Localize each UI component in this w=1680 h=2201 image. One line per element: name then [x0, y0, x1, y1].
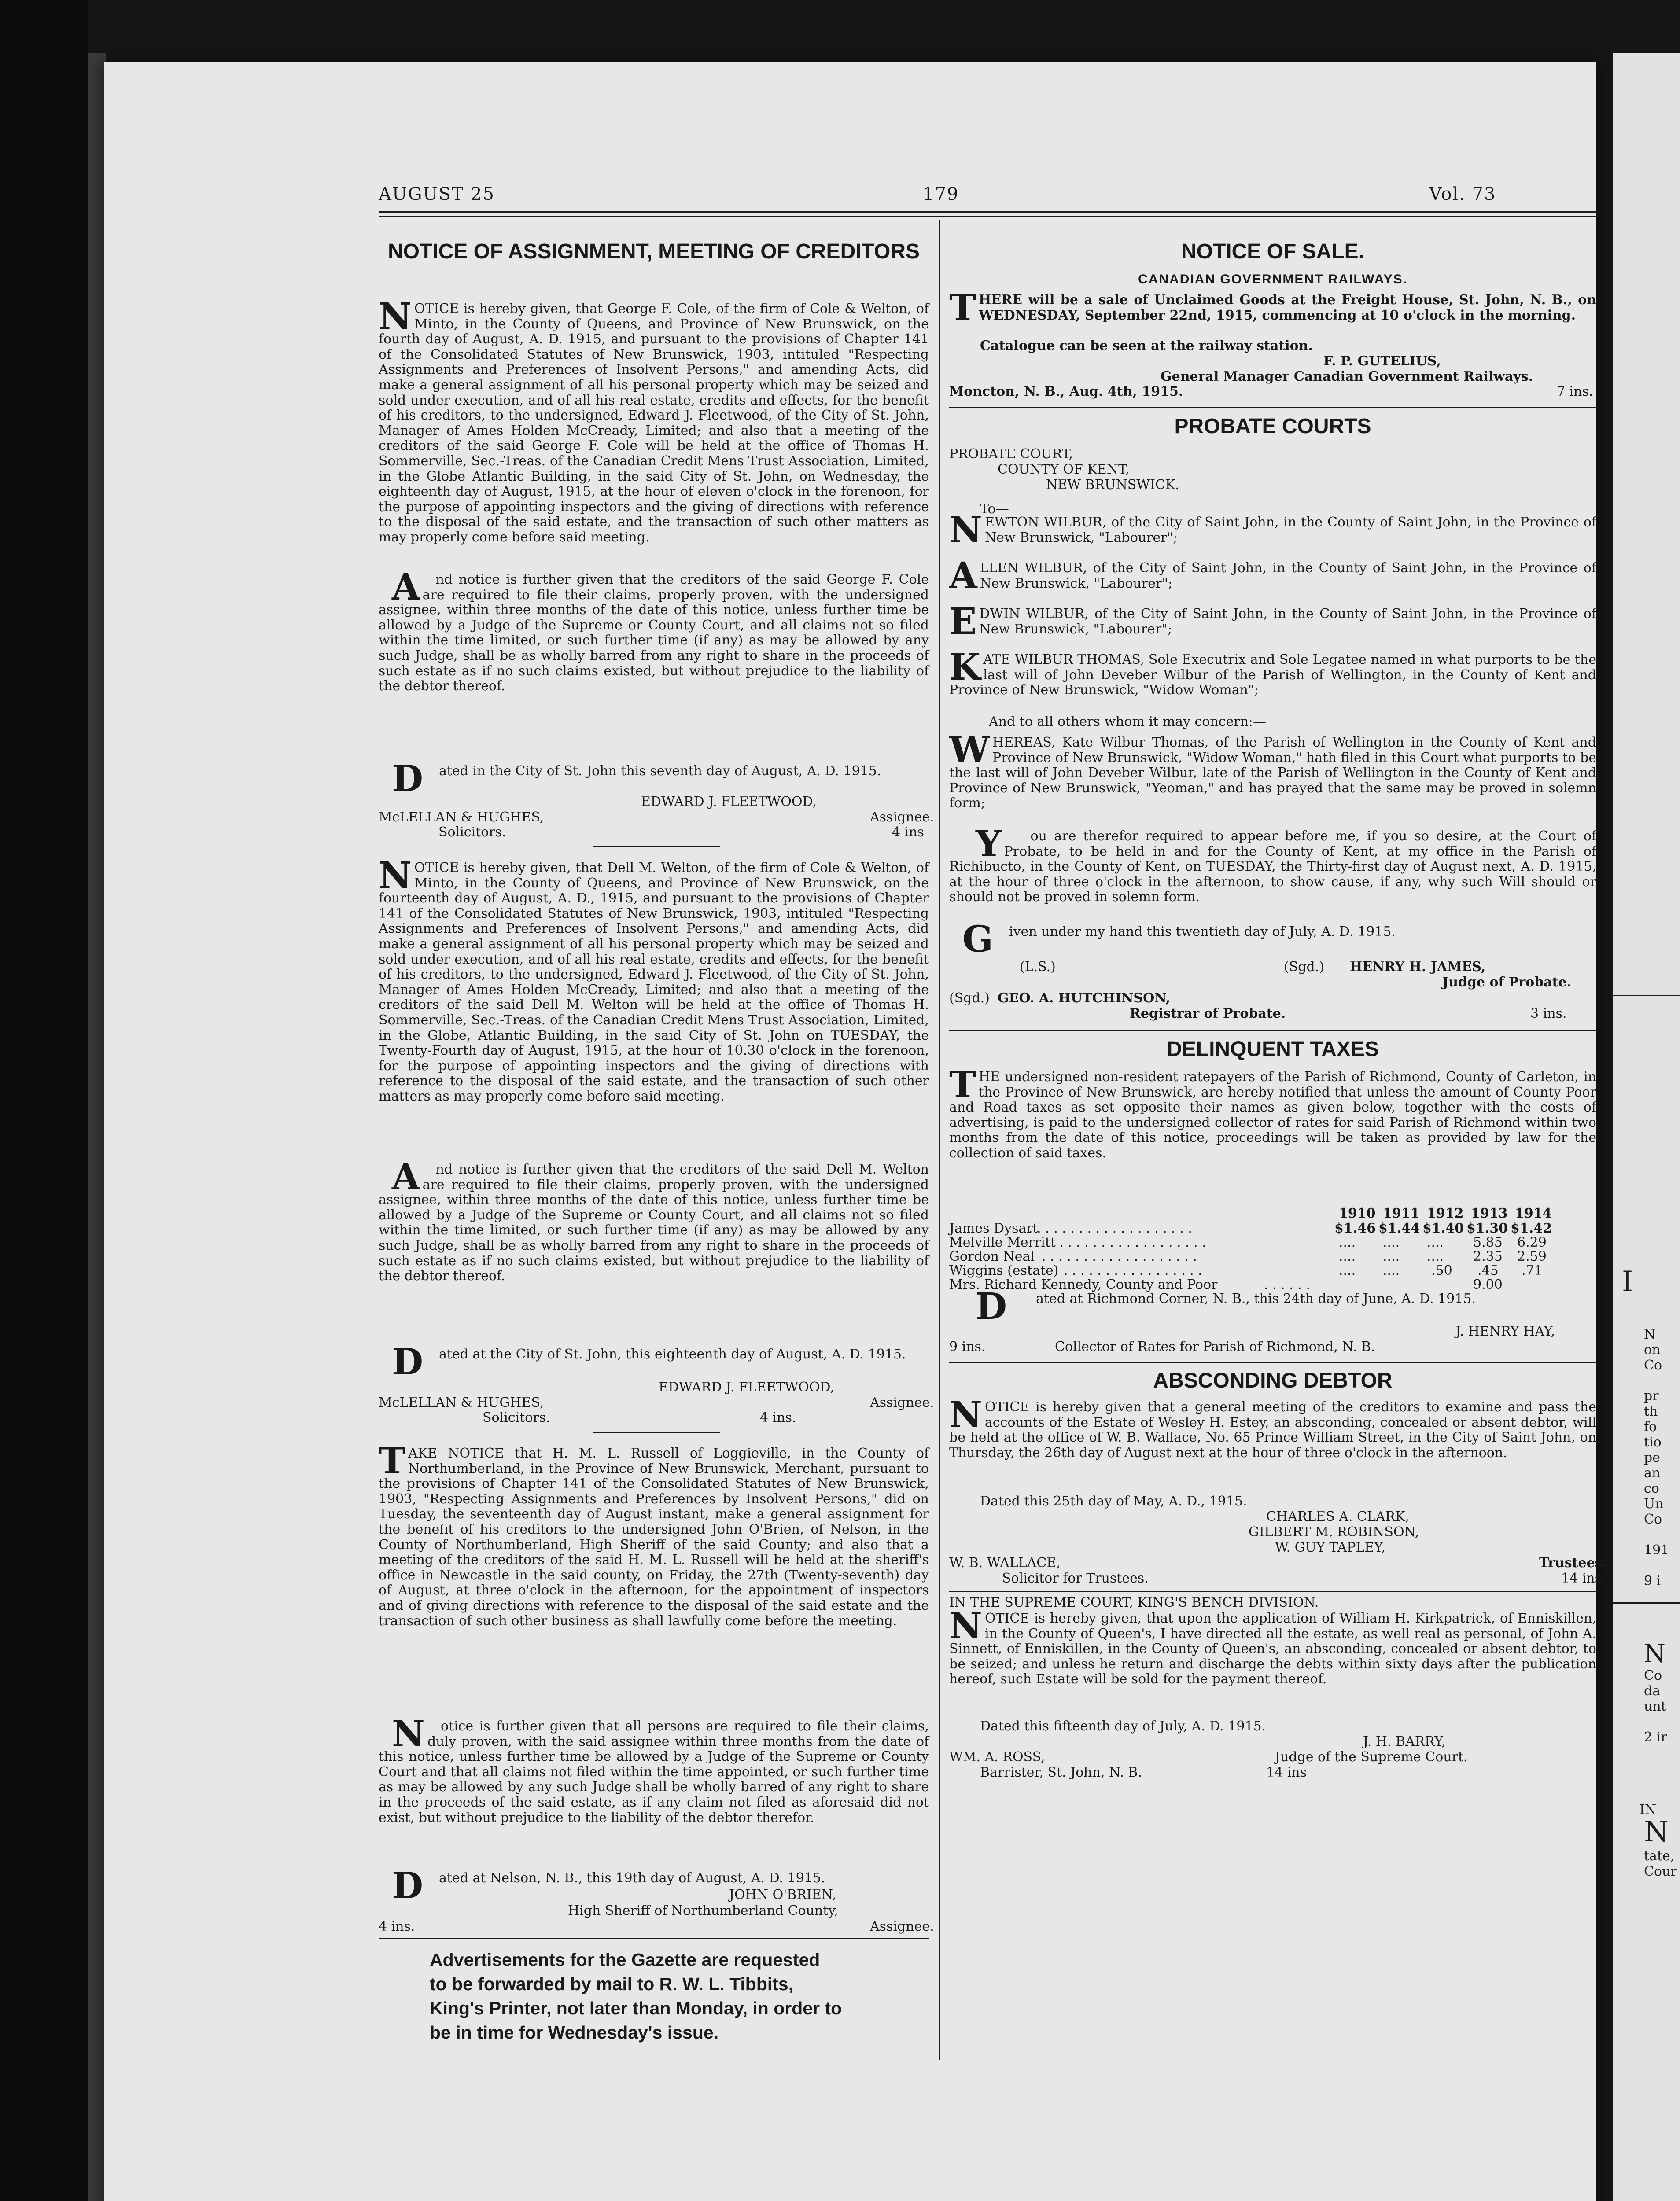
sale-body: THERE will be a sale of Unclaimed Goods at the Freight House, St. John, N. B., on WEDNESDAY, September 22nd, 1915, commencing at 10 o'clock in the morning.: [949, 287, 1596, 329]
tax-cell: .45: [1477, 1263, 1499, 1278]
probate-addressee: ALLEN WILBUR, of the City of Saint John, in the County of Saint John, in the Province of New Brunswick, "Labourer";: [949, 555, 1596, 597]
facing-page-fragment: tio: [1644, 1435, 1662, 1450]
probate-sgd: (Sgd.): [949, 990, 990, 1006]
russell-notice-dated: Dated at Nelson, N. B., this 19th day of August, A. D. 1915.: [392, 1865, 825, 1907]
facing-page-fragment: I: [1622, 1266, 1633, 1298]
volume-number: Vol. 73: [1429, 184, 1496, 204]
tax-leader: . . . . . . . . . . . . . . . . . .: [1059, 1235, 1206, 1250]
tax-cell: 2.35: [1473, 1249, 1503, 1264]
welton-notice-claims: And notice is further given that the creditors of the said Dell M. Welton are required to file their claims, properly proven, with the undersigned assignee, within three months of the date of this notice, unless further time be allowed by a Judge of the Supreme or County Court, and all claims not so filed within the time limited, or such further time (if any) as may be allowed by any such Judge, shall be as wholly barred from any right to share in the proceeds of such estate as if no such claims existed, but without prejudice to the liability of the debtor thereof.: [379, 1156, 929, 1284]
facing-page-fragment: N: [1644, 1327, 1656, 1342]
sale-title: NOTICE OF SALE.: [1181, 240, 1364, 263]
tax-cell: 5.85: [1473, 1235, 1503, 1250]
tax-cell: ....: [1339, 1235, 1356, 1250]
facing-page-fragment: da: [1644, 1683, 1661, 1699]
facing-page-fragment: co: [1644, 1481, 1659, 1496]
supreme-dated: Dated this fifteenth day of July, A. D. 1915.: [980, 1719, 1266, 1734]
absconding-title: ABSCONDING DEBTOR: [1153, 1369, 1393, 1392]
supreme-judge-title: Judge of the Supreme Court.: [1275, 1749, 1468, 1765]
tax-cell: $1.46: [1334, 1221, 1376, 1236]
facing-page-fragment: pe: [1644, 1450, 1660, 1465]
gazette-ad-line: Advertisements for the Gazette are requested: [430, 1950, 820, 1970]
probate-seal: (L.S.): [1020, 959, 1056, 975]
header-rule: [379, 211, 1598, 213]
probate-registrar: GEO. A. HUTCHINSON,: [998, 990, 1171, 1006]
probate-others: And to all others whom it may concern:—: [989, 714, 1267, 729]
separator-rule: [949, 1030, 1596, 1031]
sale-insertions: 7 ins.: [1557, 384, 1593, 399]
facing-page-fragment: an: [1644, 1465, 1661, 1481]
cole-notice-dated: Dated in the City of St. John this seventh day of August, A. D. 1915.: [392, 758, 881, 800]
absconding-solicitor: W. B. WALLACE,: [949, 1555, 1061, 1571]
column-divider: [939, 220, 940, 2060]
separator-rule: [949, 1362, 1596, 1363]
sale-subtitle: CANADIAN GOVERNMENT RAILWAYS.: [1138, 272, 1407, 287]
tax-year: 1912: [1427, 1206, 1464, 1221]
separator-rule: [949, 407, 1596, 408]
russell-signer-title: High Sheriff of Northumberland County,: [568, 1903, 838, 1918]
separator-rule: [593, 846, 720, 847]
probate-court-line: NEW BRUNSWICK.: [1046, 477, 1179, 493]
probate-court-line: PROBATE COURT,: [949, 446, 1073, 462]
tax-cell: ....: [1383, 1235, 1400, 1250]
gazette-ad: [430, 1948, 927, 2045]
tax-cell: ....: [1427, 1235, 1444, 1250]
probate-judge: HENRY H. JAMES,: [1350, 959, 1486, 975]
supreme-body: NOTICE is hereby given, that upon the application of William H. Kirkpatrick, of Enniskillen, in the County of Queen's, I have directed all the estate, as well real as personal, of John A. Sinnett, of Enniskillen, in the County of Queen's, an absconding, concealed or absent debtor, to be seized; and unless he return and discharge the debts within sixty days after the publication hereof, such Estate will be sold for the payment thereof.: [949, 1605, 1596, 1687]
tax-row-name: Gordon Neal: [949, 1249, 1035, 1264]
supreme-attorney: WM. A. ROSS,: [949, 1749, 1045, 1765]
probate-registrar-title: Registrar of Probate.: [1130, 1006, 1286, 1021]
separator-rule: [379, 1938, 929, 1939]
probate-required: You are therefor required to appear before me, if you so desire, at the Court of Probate, to be held in and for the County of Kent, at my office in the Parish of Richibucto, in the County of Kent, on TUESDAY, the Thirty-first day of August next, A. D. 1915, at the hour of three o'clock in the afternoon, to show cause, if any, why such Will should or should not be proved in solemn form.: [949, 823, 1596, 905]
welton-notice-body: NOTICE is hereby given, that Dell M. Welton, of the firm of Cole & Welton, of Minto, in the County of Queens, and Province of New Brunswick, on the fourteenth day of August, A. D., 1915, and pursuant to the provisions of Chapter 141 of the Consolidated Statutes of New Brunswick, 1903, intituled "Respecting Assignments and Preferences of Insolvent Persons," and amending Acts, did make a general assignment of all his personal property which may be seized and sold under execution, and of all his real estate, credits and effects, for the benefit of his creditors, to the undersigned, Edward J. Fleetwood, of the City of St. John, Manager of Ames Holden McCready, Limited; and also that a meeting of the creditors of the said Dell M. Welton will be held at the office of Thomas H. Sommerville, Sec.-Treas. of the Canadian Credit Mens Trust Association, Limited, in the Globe, Atlantic Building, in the said City of St. John on TUESDAY, the Twenty-Fourth day of August, 1915, at the hour of 10.30 o'clock in the forenoon, for the purpose of appointing inspectors and the giving of directions with reference to the disposal of the said estate, and the transaction of such other matters as may properly come before said meeting.: [379, 854, 929, 1104]
facing-page-fragment: 2 ir: [1644, 1730, 1667, 1745]
russell-notice-claims: Notice is further given that all persons are required to file their claims, duly proven, with the said assignee within three months from the date of this notice, unless further time be allowed by a Judge of the Supreme or County Court and that all claims not filed within the time appointed, or such further time as may be allowed by any such Judge shall be wholly barred of any right to share in the proceeds of the said estate, as if any claim not filed as aforesaid did not exist, but without prejudice to the liability of the debtor therefor.: [379, 1713, 929, 1826]
tax-row-name: Mrs. Richard Kennedy, County and Poor: [949, 1277, 1218, 1292]
facing-page-fragment: N: [1644, 1816, 1669, 1848]
sale-signer-title: General Manager Canadian Government Railways.: [1161, 369, 1533, 384]
gazette-ad-line: King's Printer, not later than Monday, in order to: [430, 1998, 842, 2018]
tax-cell: ....: [1383, 1249, 1400, 1264]
tax-cell: $1.30: [1466, 1221, 1508, 1236]
separator-rule: [1613, 1602, 1680, 1604]
tax-row-name: Melville Merritt: [949, 1235, 1056, 1250]
tax-leader: . . . . . . . . . . . . . . . . . . .: [1042, 1249, 1197, 1264]
welton-notice-dated: Dated at the City of St. John, this eighteenth day of August, A. D. 1915.: [392, 1341, 906, 1383]
tax-leader: . . . . . . . . . . . . . . . . .: [1064, 1263, 1202, 1278]
facing-page-fragment: Co: [1644, 1358, 1662, 1373]
cole-notice-body: NOTICE is hereby given, that George F. Cole, of the firm of Cole & Welton, of Minto, in the County of Queens, and Province of New Brunswick, on the fourth day of August, A. D. 1915, and pursuant to the provisions of Chapter 141 of the Consolidated Statutes of New Brunswick, 1903, intituled "Respecting Assignments and Preferences of Insolvent Persons," and amending Acts, did make a general assignment of all his personal property which may be seized and sold under execution, and of all his real estate, credits and effects, for the benefit of his creditors, to the undersigned, Edward J. Fleetwood, of the City of St. John, Manager of Ames Holden McCready, Limited; and also that a meeting of the creditors of the said George F. Cole will be held at the office of Thomas H. Sommerville, Sec.-Treas. of the Canadian Credit Mens Trust Association, Limited, in the Globe Atlantic Building, in the said City of St. John, on Wednesday, the eighteenth day of August, 1915, at the hour of eleven o'clock in the forenoon, for the purpose of appointing inspectors and the giving of directions with reference to the disposal of the said estate, and the transaction of such other matters as may properly come before said meeting.: [379, 295, 929, 545]
tax-cell: ....: [1339, 1249, 1356, 1264]
russell-signer: JOHN O'BRIEN,: [729, 1887, 836, 1903]
absconding-insertions: 14 ins: [1561, 1571, 1602, 1586]
facing-page-fragment: on: [1644, 1342, 1661, 1358]
supreme-heading: IN THE SUPREME COURT, KING'S BENCH DIVISION.: [949, 1595, 1319, 1610]
welton-solicitor-firm: McLELLAN & HUGHES,: [379, 1395, 544, 1410]
facing-page-fragment: th: [1644, 1404, 1658, 1419]
supreme-judge: J. H. BARRY,: [1363, 1734, 1446, 1749]
header-date: AUGUST 25: [379, 184, 495, 204]
cole-assignee-label: Assignee.: [870, 810, 934, 825]
cole-solicitor-firm: McLELLAN & HUGHES,: [379, 810, 544, 825]
russell-insertions: 4 ins.: [379, 1919, 415, 1934]
sale-signer: F. P. GUTELIUS,: [1323, 353, 1441, 369]
tax-cell: ....: [1383, 1263, 1400, 1278]
tax-leader: . . . . . . . . . . . . . . . . . . . .: [1028, 1221, 1192, 1236]
delinquent-signer: J. HENRY HAY,: [1455, 1324, 1555, 1339]
welton-insertions: 4 ins.: [760, 1410, 796, 1425]
tax-row-name: James Dysart: [949, 1221, 1038, 1236]
tax-year: 1914: [1515, 1206, 1552, 1221]
supreme-insertions: 14 ins: [1266, 1765, 1307, 1780]
cole-assignee-name: EDWARD J. FLEETWOOD,: [641, 794, 817, 810]
gazette-ad-line: to be forwarded by mail to R. W. L. Tibbits,: [430, 1974, 794, 1994]
trustee-name: CHARLES A. CLARK,: [1266, 1509, 1410, 1524]
sale-place-date: Moncton, N. B., Aug. 4th, 1915.: [949, 384, 1183, 399]
tax-cell: $1.44: [1378, 1221, 1420, 1236]
supreme-attorney-title: Barrister, St. John, N. B.: [980, 1765, 1142, 1780]
delinquent-dated: Dated at Richmond Corner, N. B., this 24th day of June, A. D. 1915.: [976, 1285, 1476, 1328]
facing-page-fragment: fo: [1644, 1419, 1657, 1435]
delinquent-title: DELINQUENT TAXES: [1167, 1038, 1379, 1061]
facing-page-fragment: Cour: [1644, 1864, 1677, 1879]
header-rule-thin: [379, 216, 1598, 217]
cole-insertions: 4 ins: [892, 824, 924, 840]
tax-cell: .71: [1522, 1263, 1543, 1278]
cole-solicitors-label: Solicitors.: [438, 824, 506, 840]
tax-cell: ....: [1427, 1249, 1444, 1264]
facing-page-fragment: 9 i: [1644, 1573, 1661, 1589]
tax-leader: . . . . . .: [1264, 1277, 1310, 1292]
facing-page-fragment: unt: [1644, 1699, 1666, 1714]
facing-page-fragment: pr: [1644, 1388, 1659, 1404]
probate-judge-title: Judge of Probate.: [1442, 975, 1572, 990]
gazette-ad-line: be in time for Wednesday's issue.: [430, 2022, 719, 2043]
facing-page-fragment: tate,: [1644, 1848, 1675, 1864]
tax-cell: $1.40: [1422, 1221, 1464, 1236]
probate-addressee: KATE WILBUR THOMAS, Sole Executrix and Sole Legatee named in what purports to be the last will of John Deveber Wilbur of the Parish of Wellington, in the County of Kent and Province of New Brunswick, "Widow Woman";: [949, 646, 1596, 698]
absconding-solicitor-title: Solicitor for Trustees.: [1002, 1571, 1149, 1586]
probate-court-line: COUNTY OF KENT,: [998, 462, 1130, 477]
tax-row-name: Wiggins (estate): [949, 1263, 1059, 1278]
absconding-dated: Dated this 25th day of May, A. D., 1915.: [980, 1494, 1247, 1509]
gazette-page: [104, 62, 1607, 2201]
book-edge: [0, 0, 88, 2201]
tax-year: 1910: [1339, 1206, 1376, 1221]
facing-page-fragment: Co: [1644, 1668, 1662, 1683]
tax-cell: 9.00: [1473, 1277, 1503, 1292]
separator-rule: [1613, 995, 1680, 996]
delinquent-signer-title: Collector of Rates for Parish of Richmond, N. B.: [1055, 1339, 1375, 1354]
welton-solicitors-label: Solicitors.: [483, 1410, 550, 1425]
trustee-name: W. GUY TAPLEY,: [1275, 1540, 1385, 1555]
separator-rule: [949, 1591, 1596, 1592]
facing-page-fragment: N: [1644, 1640, 1665, 1668]
probate-sgd: (Sgd.): [1284, 959, 1324, 975]
trustees-label: Trustees.: [1539, 1555, 1607, 1571]
page-number: 179: [923, 184, 959, 204]
probate-to: To—: [980, 501, 1009, 517]
tax-year: 1911: [1383, 1206, 1420, 1221]
tax-cell: .50: [1431, 1263, 1452, 1278]
sale-catalogue: Catalogue can be seen at the railway station.: [980, 338, 1313, 353]
trustee-name: GILBERT M. ROBINSON,: [1249, 1524, 1419, 1540]
probate-title: PROBATE COURTS: [1174, 415, 1371, 438]
probate-addressee: NEWTON WILBUR, of the City of Saint John, in the County of Saint John, in the Province of New Brunswick, "Labourer";: [949, 509, 1596, 551]
welton-assignee-name: EDWARD J. FLEETWOOD,: [659, 1380, 834, 1395]
russell-notice-body: TAKE NOTICE that H. M. L. Russell of Loggieville, in the County of Northumberland, in the Province of New Brunswick, Merchant, pursuant to the provisions of Chapter 141 of the Consolidated Statutes of New Brunswick, 1903, "Respecting Assignments and Preferences by Insolvent Persons," did on Tuesday, the seventeenth day of August instant, make a general assignment for the benefit of his creditors to the undersigned John O'Brien, of Nelson, in the County of Northumberland, High Sheriff of the said County; and also that a meeting of the creditors of the said H. M. L. Russell will be held at the sheriff's office in Newcastle in the said county, on Friday, the 27th (Twenty-seventh) day of August, at three o'clock in the afternoon, for the appointment of inspectors and of giving directions with reference to the disposal of the said estate and the transaction of such other business as shall lawfully come before the meeting.: [379, 1440, 929, 1629]
binding-spine: [88, 53, 106, 2201]
tax-cell: 6.29: [1517, 1235, 1547, 1250]
probate-given: Given under my hand this twentieth day of July, A. D. 1915.: [962, 918, 1396, 961]
probate-insertions: 3 ins.: [1530, 1006, 1567, 1021]
tax-cell: ....: [1339, 1263, 1356, 1278]
separator-rule: [593, 1432, 720, 1433]
delinquent-body: THE undersigned non-resident ratepayers of the Parish of Richmond, County of Carleton, in the Province of New Brunswick, are hereby notified that unless the amount of County Poor and Road taxes as set opposite their names as given below, together with the costs of advertising, is paid to the undersigned collector of rates for said Parish of Richmond within two months from the date of this notice, proceedings will be taken as provided by law for the collection of said taxes.: [949, 1064, 1596, 1161]
russell-assignee-label: Assignee.: [870, 1919, 934, 1934]
facing-page-fragment: 191: [1644, 1542, 1669, 1558]
assignment-title: NOTICE OF ASSIGNMENT, MEETING OF CREDITORS: [387, 240, 920, 263]
facing-page-edge: [1613, 53, 1680, 2201]
probate-addressee: EDWIN WILBUR, of the City of Saint John, in the County of Saint John, in the Province of New Brunswick, "Labourer";: [949, 600, 1596, 643]
probate-whereas: WHEREAS, Kate Wilbur Thomas, of the Parish of Wellington in the County of Kent and Province of New Brunswick, "Widow Woman," hath filed in this Court what purports to be the last will of John Deveber Wilbur, late of the Parish of Wellington in the County of Kent and Province of New Brunswick, "Yeoman," and has prayed that the same may be proved in solemn form;: [949, 729, 1596, 811]
tax-year: 1913: [1471, 1206, 1508, 1221]
facing-page-fragment: Un: [1644, 1496, 1664, 1512]
cole-notice-claims: And notice is further given that the creditors of the said George F. Cole are required to file their claims, properly proven, with the undersigned assignee, within three months of the date of this notice, unless further time be allowed by a Judge of the Supreme or County Court, and all claims not so filed within the time limited, or such further time (if any) as may be allowed by any such Judge, shall be as wholly barred from any right to share in the proceeds of such estate as if no such claims existed, but without prejudice to the liability of the debtor thereof.: [379, 566, 929, 694]
tax-cell: $1.42: [1511, 1221, 1552, 1236]
delinquent-insertions: 9 ins.: [949, 1339, 986, 1354]
absconding-body: NOTICE is hereby given that a general meeting of the creditors to examine and pass the accounts of the Estate of Wesley H. Estey, an absconding, concealed or absent debtor, will be held at the office of W. B. Wallace, No. 65 Prince William Street, in the City of Saint John, on Thursday, the 26th day of August next at the hour of three o'clock in the afternoon.: [949, 1394, 1596, 1461]
tax-cell: 2.59: [1517, 1249, 1547, 1264]
welton-assignee-label: Assignee.: [870, 1395, 934, 1410]
facing-page-fragment: Co: [1644, 1512, 1662, 1527]
facing-page-fragment: IN: [1639, 1802, 1657, 1818]
